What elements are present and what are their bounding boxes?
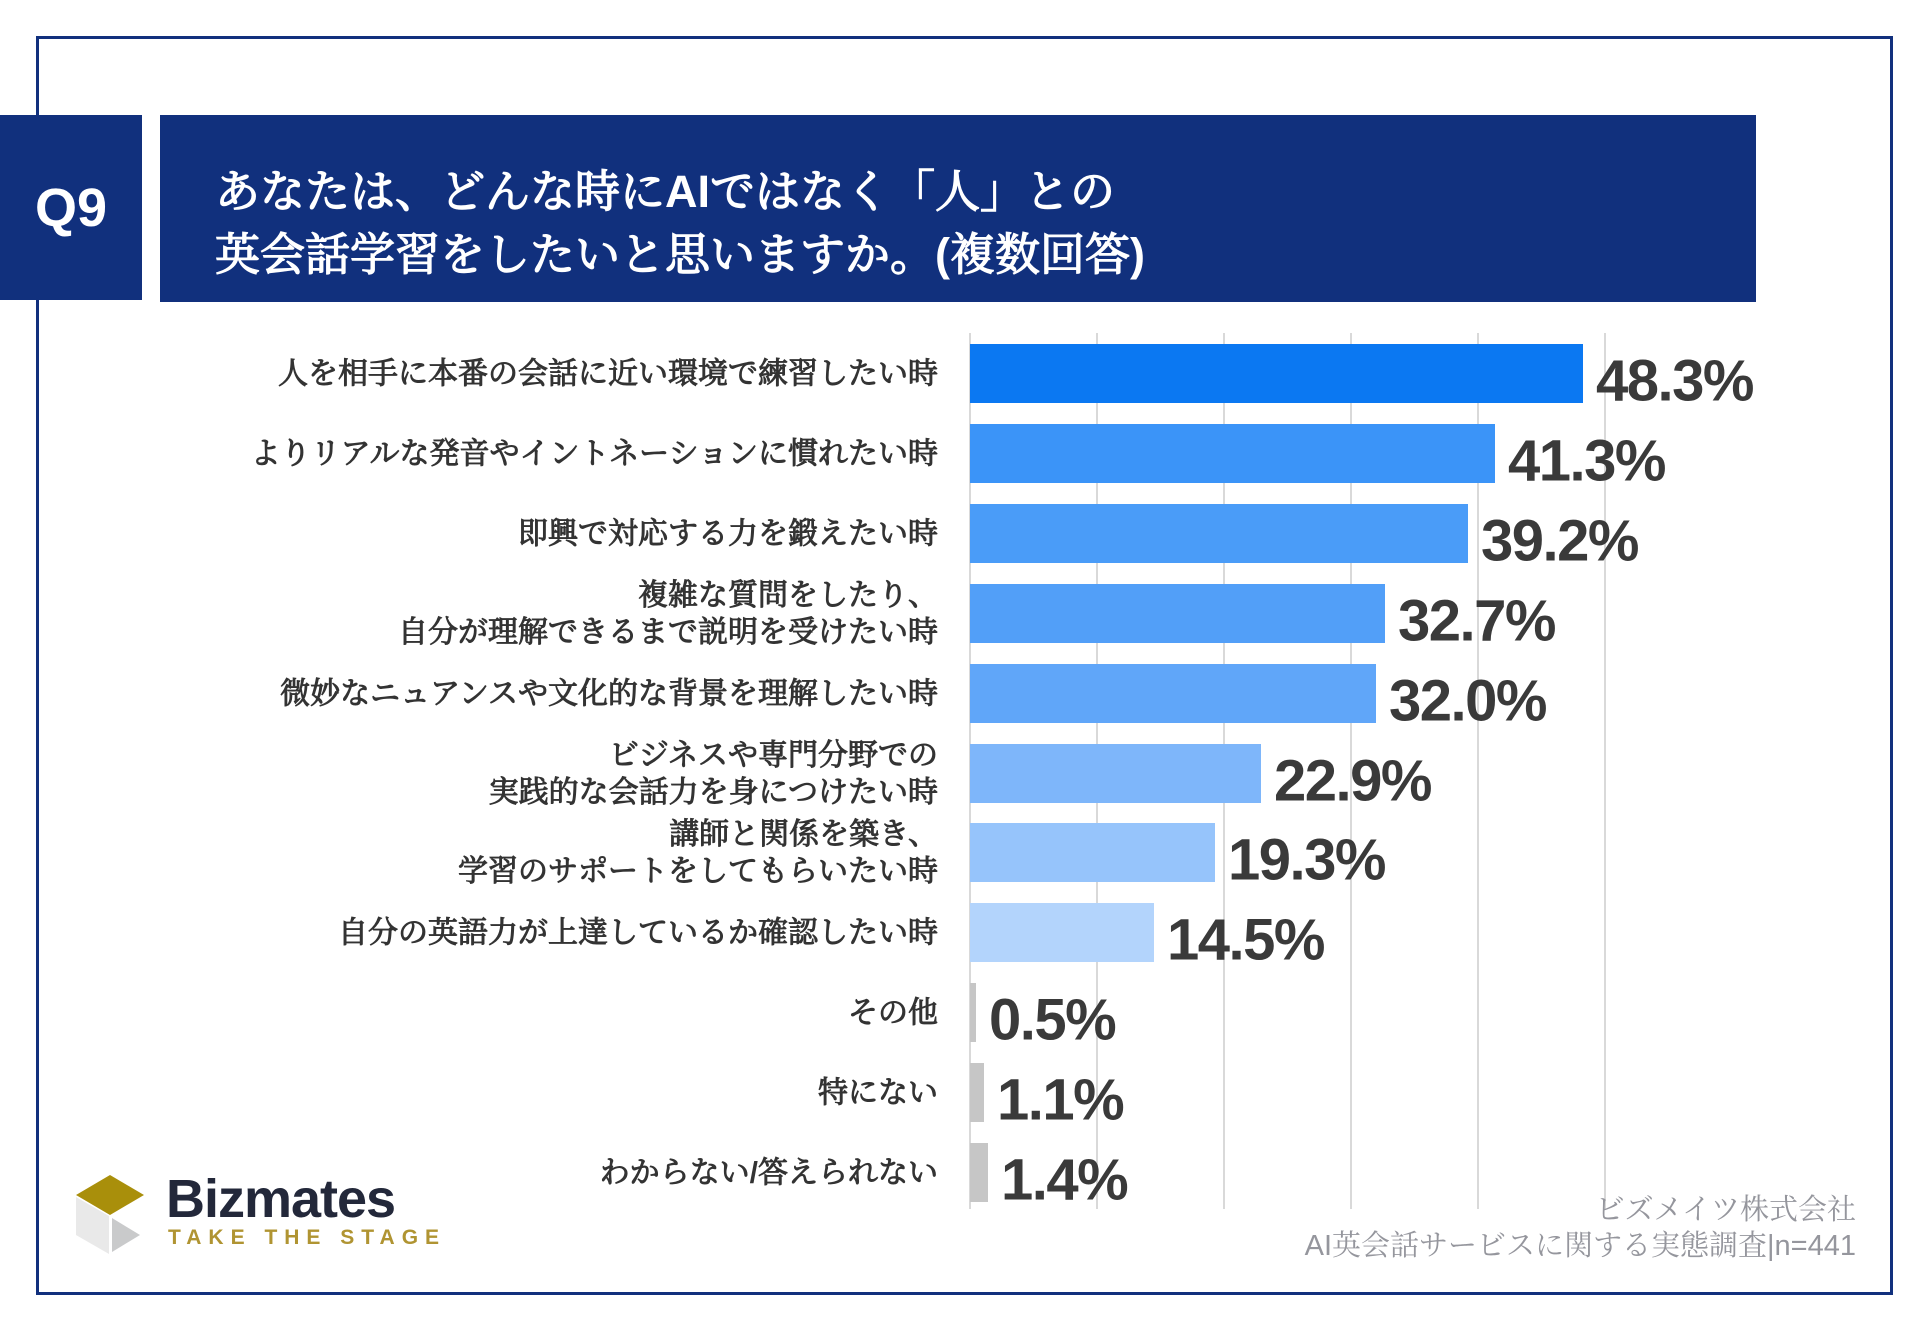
- bar: [970, 903, 1154, 962]
- bizmates-tagline: TAKE THE STAGE: [168, 1226, 447, 1249]
- bar: [970, 664, 1376, 723]
- bar-value: 22.9%: [1274, 748, 1431, 813]
- category-label: 即興で対応する力を鍛えたい時: [518, 517, 938, 550]
- bar: [970, 344, 1583, 403]
- source-company: ビズメイツ株式会社: [1595, 1194, 1856, 1226]
- category-label: ビジネスや専門分野での 実践的な会話力を身につけたい時: [488, 738, 938, 809]
- bar-value: 1.1%: [997, 1067, 1124, 1132]
- bar-value: 14.5%: [1167, 907, 1324, 972]
- bar: [970, 744, 1261, 803]
- category-label: 講師と関係を築き、 学習のサポートをしてもらいたい時: [458, 817, 938, 888]
- bizmates-logo: [60, 1165, 540, 1275]
- bar-value: 32.0%: [1389, 668, 1546, 733]
- category-label: よりリアルな発音やイントネーションに慣れたい時: [250, 437, 938, 470]
- bizmates-logo-icon: [60, 1165, 180, 1265]
- category-label: 複雑な質問をしたり、 自分が理解できるまで説明を受けたい時: [398, 578, 938, 649]
- bar-value: 41.3%: [1508, 428, 1665, 493]
- source-survey: AI英会話サービスに関する実態調査|n=441: [1304, 1230, 1856, 1262]
- bar: [970, 983, 976, 1042]
- bar-value: 1.4%: [1001, 1147, 1128, 1212]
- category-label: 自分の英語力が上達しているか確認したい時: [338, 916, 938, 949]
- question-banner: [160, 115, 1756, 302]
- category-label: 特にない: [818, 1076, 938, 1109]
- question-number: Q9: [34, 177, 108, 238]
- bar-value: 19.3%: [1228, 827, 1385, 892]
- bar-value: 32.7%: [1398, 588, 1555, 653]
- category-label: 微妙なニュアンスや文化的な背景を理解したい時: [280, 677, 938, 710]
- bar: [970, 504, 1468, 563]
- question-title-line1: あなたは、どんな時にAIではなく「人」との: [215, 166, 1116, 217]
- bizmates-wordmark: Bizmates: [166, 1169, 396, 1229]
- category-label: 人を相手に本番の会話に近い環境で練習したい時: [278, 357, 938, 390]
- bar-value: 0.5%: [989, 987, 1116, 1052]
- source-attribution: [1305, 1192, 1856, 1264]
- bar: [970, 424, 1495, 483]
- bar: [970, 1143, 988, 1202]
- bar: [970, 1063, 984, 1122]
- question-number-box: [0, 115, 142, 300]
- bar-value: 39.2%: [1481, 508, 1638, 573]
- category-label: わからない/答えられない: [599, 1156, 938, 1189]
- bar: [970, 584, 1385, 643]
- category-label: その他: [848, 996, 938, 1029]
- bar: [970, 823, 1215, 882]
- bar-value: 48.3%: [1596, 348, 1753, 413]
- question-title-line2: 英会話学習をしたいと思いますか。(複数回答): [215, 229, 1145, 280]
